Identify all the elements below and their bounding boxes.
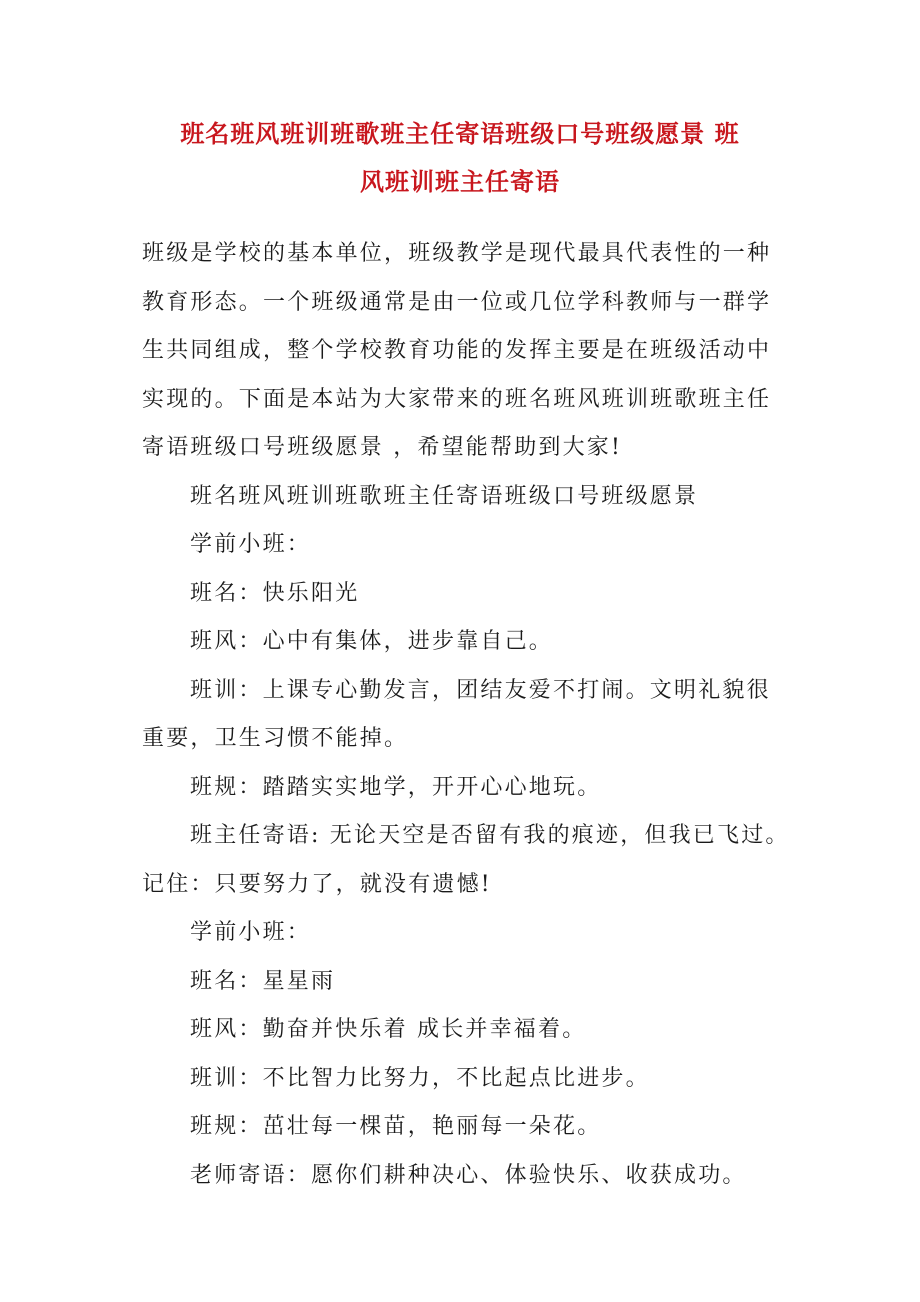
section2-class-style: 班风：勤奋并快乐着 成长并幸福着。 [190,1017,587,1042]
intro-line: 寄语班级口号班级愿景 ，希望能帮助到大家! [142,435,623,460]
section2-class-motto: 班训：不比智力比努力，不比起点比进步。 [190,1065,650,1091]
title-line-2: 风班训班主任寄语 [360,167,560,196]
teacher-message-line: 班主任寄语: 无论天空是否留有我的痕迹，但我已飞过。 [190,823,790,848]
title-line-1: 班名班风班训班歌班主任寄语班级口号班级愿景 班 [180,119,740,148]
motto-line: 重要，卫生习惯不能掉。 [142,726,409,751]
intro-line: 生共同组成，整个学校教育功能的发挥主要是在班级活动中 [142,338,772,363]
section1-heading: 学前小班： [190,532,312,557]
section1-class-name: 班名：快乐阳光 [190,580,360,606]
section2-class-name: 班名：星星雨 [190,968,336,994]
section1-class-style: 班风：心中有集体，进步靠自己。 [190,629,554,654]
section1-class-motto [142,667,782,764]
teacher-message-line: 记住：只要努力了，就没有遗憾! [142,871,492,897]
section2-class-rules: 班规：茁壮每一棵苗，艳丽每一朵花。 [190,1114,602,1139]
subtitle-paragraph: 班名班风班训班歌班主任寄语班级口号班级愿景 [190,483,699,509]
document-body [142,230,790,1200]
intro-line: 班级是学校的基本单位，班级教学是现代最具代表性的一种 [142,241,772,266]
intro-line: 教育形态。一个班级通常是由一位或几位学科教师与一群学 [142,289,772,315]
document-title [120,110,800,206]
intro-paragraph [142,230,782,473]
motto-line: 班训：上课专心勤发言，团结友爱不打闹。文明礼貌很 [190,677,771,703]
section1-class-rules: 班规：踏踏实实地学，开开心心地玩。 [190,774,602,800]
section2-teacher-message: 老师寄语：愿你们耕种决心、体验快乐、收获成功。 [190,1162,747,1188]
intro-line: 实现的。下面是本站为大家带来的班名班风班训班歌班主任 [142,386,772,412]
section2-heading: 学前小班： [190,920,312,945]
section1-teacher-message [142,812,790,909]
